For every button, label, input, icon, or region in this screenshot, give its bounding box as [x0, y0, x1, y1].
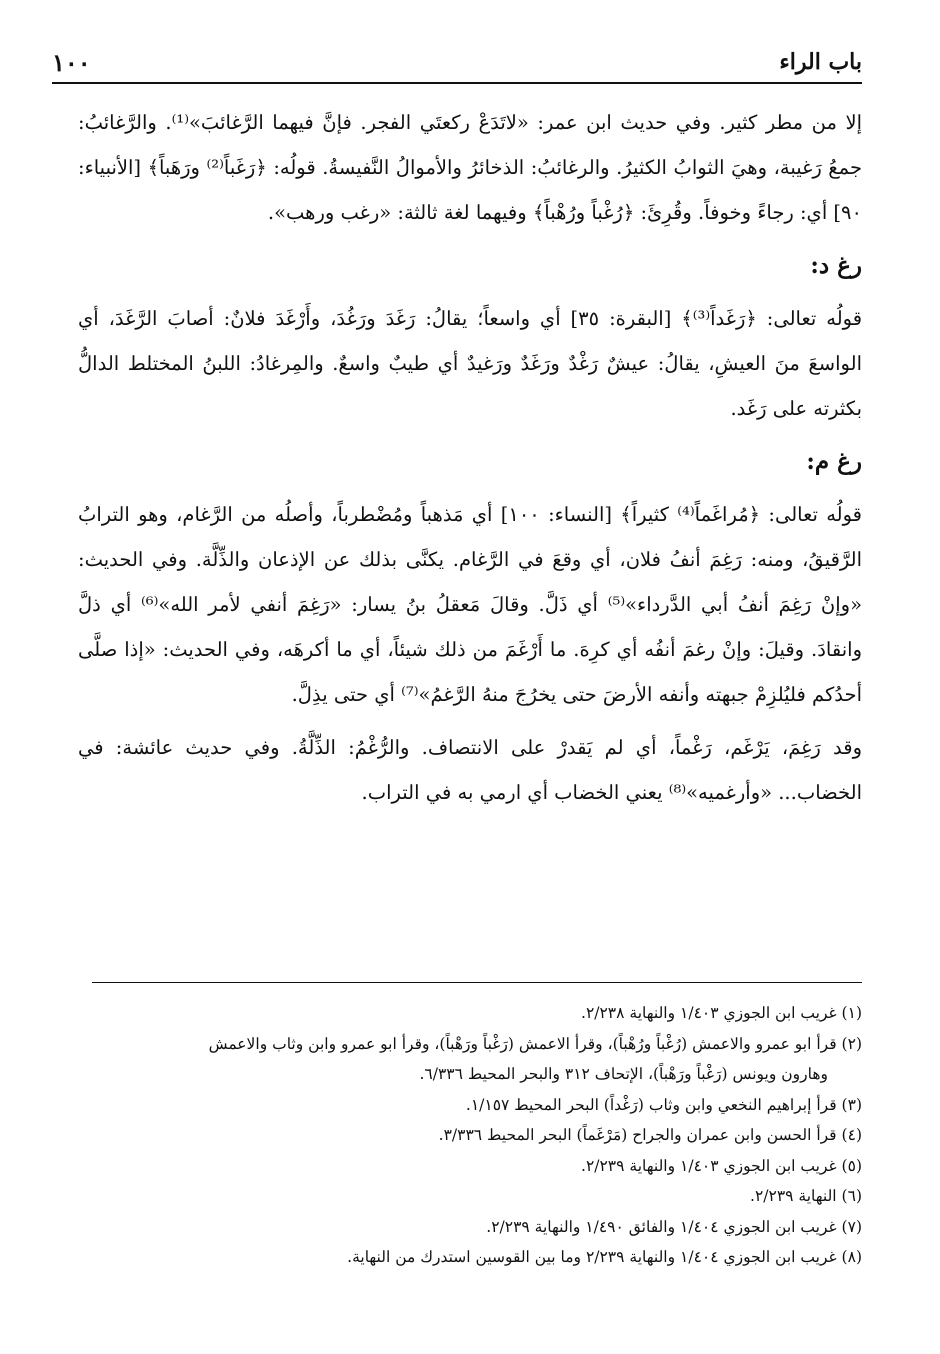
text-line: الأرضَ حتى يخرُجَ منهُ الرَّغمُ»⁽⁷⁾ أي حتى يذِلَّ.	[291, 683, 653, 706]
footnote-text: غريب ابن الجوزي ١/٤٠٣ والنهاية ٢/٢٣٨.	[581, 1004, 837, 1022]
main-text	[78, 100, 862, 815]
text-line: والرَّغائبُ: جمعُ رَغيبة، وهيَ الثوابُ الكثيرُ. والرغائبُ: الذخائرُ والأموالُ النَّفيسةُ. قولُه:	[78, 111, 862, 179]
paragraph-1	[78, 100, 862, 235]
text-line: الإذعان والذِّلَّة. وفي الحديث: «وإنْ رَغِمَ أنفُ أبي الدَّرداء»⁽⁵⁾ أي ذَلَّ. وقالَ مَعقلُ بنُ	[78, 548, 862, 616]
text-line: وقد رَغِمَ، يَرْغَم، رَغْماً، أي لم يَقدرْ على الانتصاف. والرُّغْمُ: الذِّلَّةُ. وفي	[244, 736, 862, 759]
paragraph-3	[78, 492, 862, 717]
footnotes	[70, 998, 862, 1273]
footnote-text: النهاية ٢/٢٣٩.	[750, 1187, 837, 1205]
footnote-label: (١)	[841, 1004, 862, 1022]
footnote-label: (٨)	[841, 1248, 862, 1266]
footnote-divider	[92, 982, 862, 983]
footnote-label: (٥)	[841, 1156, 862, 1175]
footnote-text: غريب ابن الجوزي ١/٤٠٤ والنهاية ٢/٢٣٩ وما بين القوسين استدرك من النهاية.	[347, 1248, 837, 1266]
footnote-label: (٧)	[841, 1217, 862, 1236]
footnote-text: قرأ الحسن وابن عمران والجراح (مَرْغَماً) البحر المحيط ٣/٣٣٦.	[438, 1126, 837, 1144]
page-header	[52, 42, 862, 84]
footnote-label: (٣)	[841, 1095, 862, 1114]
footnote-label: (٦)	[841, 1187, 862, 1205]
text-line: الرَّغام، وهو الترابُ الرَّقيقُ، ومنه: رَغِمَ أنفُ فلان، أي وقعَ في الرَّغام. يكنَّى بذلك عن	[78, 503, 863, 571]
footnote-2-continued: وهارون ويونس (رَغْباً ورَهْباً)، الإتحاف ٣١٢ والبحر المحيط ٦/٣٣٦.	[419, 1065, 828, 1083]
paragraph-4	[78, 725, 862, 815]
section-heading-rgd: رغ د:	[810, 252, 862, 279]
footnote-text: غريب ابن الجوزي ١/٤٠٤ والفائق ١/٤٩٠ والنهاية ٢/٢٣٩.	[486, 1217, 837, 1236]
text-line: واسعٌ. والمِرغادُ: اللبنُ المختلط الدالُّ بكثرته على رَغَد.	[78, 352, 862, 420]
footnote-label: (٤)	[841, 1126, 862, 1144]
footnote-text: قرأ إبراهيم النخعي وابن وثاب (رَغْداً) البحر المحيط ١/١٥٧.	[465, 1095, 837, 1114]
page-number: ١٠٠	[52, 47, 91, 77]
text-line: ﴿رَغَباً⁽²⁾ ورَهَباً﴾ [الأنبياء: ٩٠] أي: رجاءً وخوفاً. وقُرِئَ: ﴿رُغْباً ورُهْباً﴾ وفيهما لغة	[78, 156, 862, 224]
footnote-4	[70, 1120, 862, 1151]
footnote-8	[70, 1242, 862, 1273]
footnote-1	[70, 998, 862, 1029]
footnote-label: (٢)	[841, 1034, 862, 1053]
footnote-2	[70, 1029, 862, 1060]
text-line: قولُه تعالى: ﴿مُراغَماً⁽⁴⁾ كثيراً﴾ [النساء: ١٠٠] أي مَذهباً ومُضْطرباً، وأصلُه من	[241, 503, 862, 526]
text-line: ثالثة: «رغب ورهب».	[267, 201, 438, 224]
footnote-3	[70, 1090, 862, 1121]
section-heading-rgm: رغ م:	[806, 448, 862, 475]
text-line: حديث عائشة: في الخضاب... «وأرغميه»⁽⁸⁾ يعني الخضاب أي ارمي به في التراب.	[78, 736, 862, 804]
text-line: إلا من مطر كثير. وفي حديث ابن عمر: «لاتَدَعْ ركعتَي الفجر. فإنَّ فيهما الرَّغائبَ»⁽¹⁾.	[165, 111, 862, 134]
paragraph-2	[78, 296, 862, 431]
chapter-title: باب الراء	[779, 49, 862, 75]
text-line: من ذلك شيئاً، أي ما أكرهَه، وفي الحديث: «إذا صلَّى أحدُكم فليُلزِمْ جبهته وأنفه	[78, 638, 862, 706]
text-line: يسار: «رَغِمَ أنفي لأمر الله»⁽⁶⁾ أي ذلَّ وانقادَ. وقيلَ: وإنْ رغمَ أنفُه أي كرِهَ. ما أَرْغَمَ	[78, 593, 862, 661]
text-line: فلانٌ: أصابَ الرَّغَدَ، أي الواسعَ منَ العيشِ، يقالُ: عيشٌ رَغْدٌ ورَغَدٌ ورَغيدٌ أي طيبٌ	[78, 307, 862, 375]
footnote-5	[70, 1151, 862, 1182]
footnote-text: غريب ابن الجوزي ١/٤٠٣ والنهاية ٢/٢٣٩.	[581, 1156, 837, 1175]
text-line: قولُه تعالى: ﴿رَغَداً⁽³⁾﴾ [البقرة: ٣٥] أي واسعاً؛ يقالُ: رَغَدَ ورَغُدَ، وأَرْغَدَ	[275, 307, 863, 330]
footnote-7	[70, 1212, 862, 1243]
footnote-text: قرأ ابو عمرو والاعمش (رُغْباً ورُهْباً)، وقرأ الاعمش (رَغْباً ورَهْباً)، وقرأ ابو عمرو وابن وثاب والاعمش	[208, 1034, 837, 1053]
footnote-6	[70, 1181, 862, 1212]
